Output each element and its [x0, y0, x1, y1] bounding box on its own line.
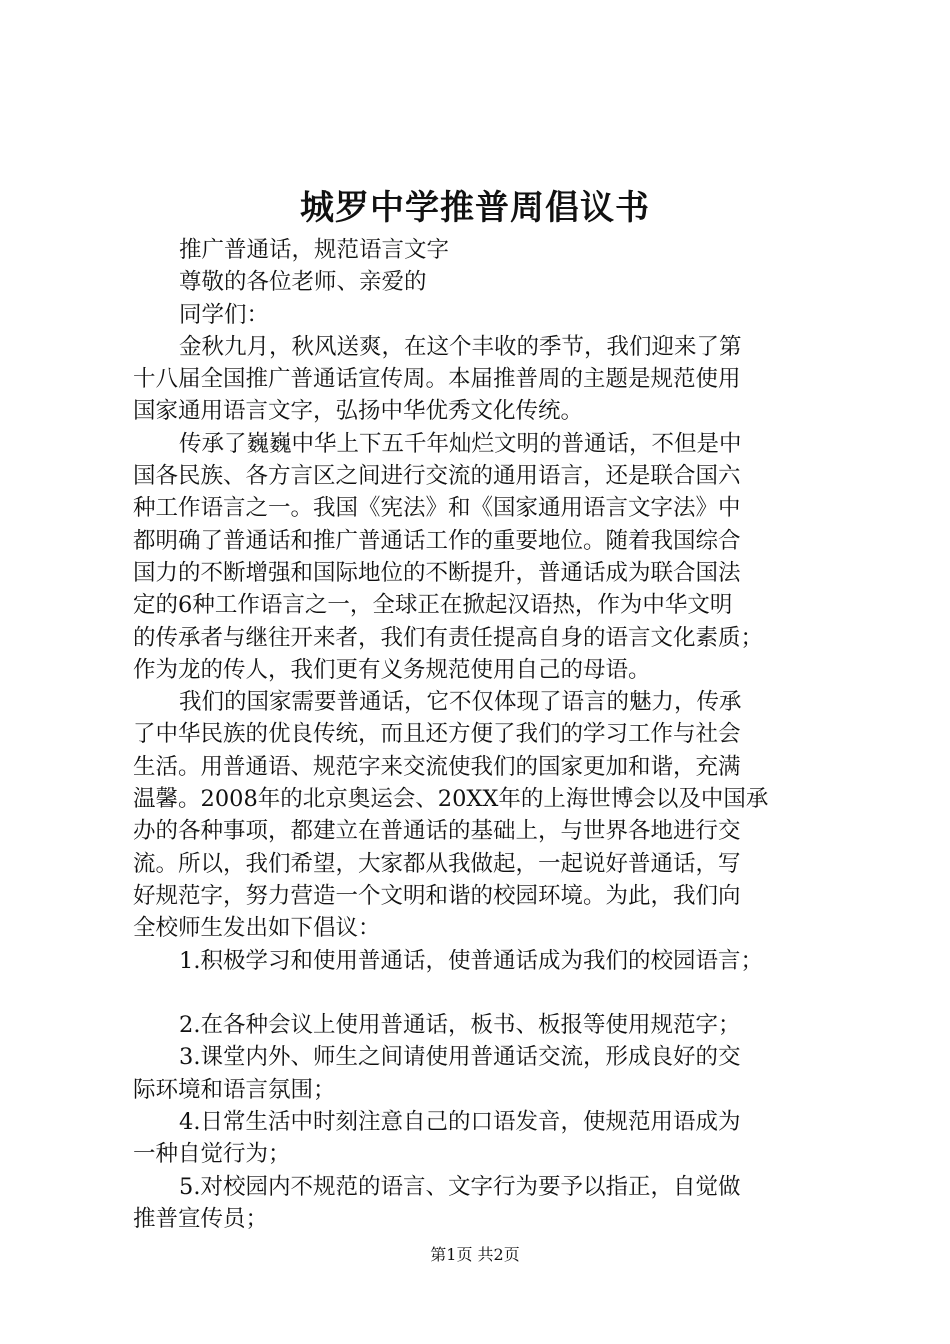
paragraph-3 — [133, 686, 833, 944]
paragraph-line: 全校师生发出如下倡议： — [133, 915, 381, 942]
proposal-line: 5.对校园内不规范的语言、文字行为要予以指正，自觉做 — [179, 1173, 741, 1200]
paragraph-line: 传承了巍巍中华上下五千年灿烂文明的普通话，不但是中 — [179, 430, 742, 457]
paragraph-1 — [133, 331, 833, 428]
proposal-item-5 — [133, 1171, 833, 1236]
paragraph-line: 好规范字，努力营造一个文明和谐的校园环境。为此，我们向 — [133, 882, 741, 909]
document-body — [133, 234, 833, 1235]
proposal-line: 1.积极学习和使用普通话，使普通话成为我们的校园语言； — [179, 947, 763, 974]
paragraph-line: 十八届全国推广普通话宣传周。本届推普周的主题是规范使用 — [133, 366, 741, 393]
salutation-line: 同学们： — [179, 301, 270, 328]
page-number-footer: 第1页 共2页 — [430, 1245, 520, 1264]
proposal-line: 2.在各种会议上使用普通话，板书、板报等使用规范字； — [179, 1012, 741, 1039]
proposal-item-1 — [133, 945, 833, 977]
salutation-line: 尊敬的各位老师、亲爱的 — [179, 269, 427, 296]
proposal-item-2 — [133, 1009, 833, 1041]
paragraph-line: 流。所以，我们希望，大家都从我做起，一起说好普通话，写 — [133, 850, 741, 877]
paragraph-line: 国力的不断增强和国际地位的不断提升，普通话成为联合国法 — [133, 559, 741, 586]
document-title: 城罗中学推普周倡议书 — [300, 188, 650, 228]
paragraph-line: 了中华民族的优良传统，而且还方便了我们的学习工作与社会 — [133, 721, 741, 748]
paragraph-line: 金秋九月，秋风送爽，在这个丰收的季节，我们迎来了第 — [179, 333, 742, 360]
proposal-line: 一种自觉行为； — [133, 1141, 291, 1168]
paragraph-line: 都明确了普通话和推广普通话工作的重要地位。随着我国综合 — [133, 527, 741, 554]
proposal-item-4 — [133, 1106, 833, 1171]
proposal-item-3 — [133, 1041, 833, 1106]
blank-line — [133, 977, 833, 1009]
paragraph-line: 种工作语言之一。我国《宪法》和《国家通用语言文字法》中 — [133, 495, 741, 522]
paragraph-line: 我们的国家需要普通话，它不仅体现了语言的魅力，传承 — [179, 689, 742, 716]
paragraph-line: 作为龙的传人，我们更有义务规范使用自己的母语。 — [133, 656, 651, 683]
proposal-line: 3.课堂内外、师生之间请使用普通话交流，形成良好的交 — [179, 1044, 741, 1071]
proposal-line: 推普宣传员； — [133, 1205, 269, 1232]
subtitle-line: 推广普通话，规范语言文字 — [179, 237, 450, 263]
paragraph-line: 生活。用普通语、规范字来交流使我们的国家更加和谐，充满 — [133, 753, 741, 780]
paragraph-line: 温馨。2008年的北京奥运会、20XX年的上海世博会以及中国承 — [133, 786, 769, 813]
proposal-line: 际环境和语言氛围； — [133, 1076, 336, 1103]
paragraph-line: 定的6种工作语言之一，全球正在掀起汉语热，作为中华文明 — [133, 592, 733, 619]
paragraph-line: 的传承者与继往开来者，我们有责任提高自身的语言文化素质； — [133, 624, 764, 651]
paragraph-line: 国各民族、各方言区之间进行交流的通用语言，还是联合国六 — [133, 463, 741, 490]
paragraph-line: 国家通用语言文字，弘扬中华优秀文化传统。 — [133, 398, 584, 425]
proposal-line: 4.日常生活中时刻注意自己的口语发音，使规范用语成为 — [179, 1109, 741, 1136]
paragraph-2 — [133, 428, 833, 686]
paragraph-line: 办的各种事项，都建立在普通话的基础上，与世界各地进行交 — [133, 818, 741, 845]
